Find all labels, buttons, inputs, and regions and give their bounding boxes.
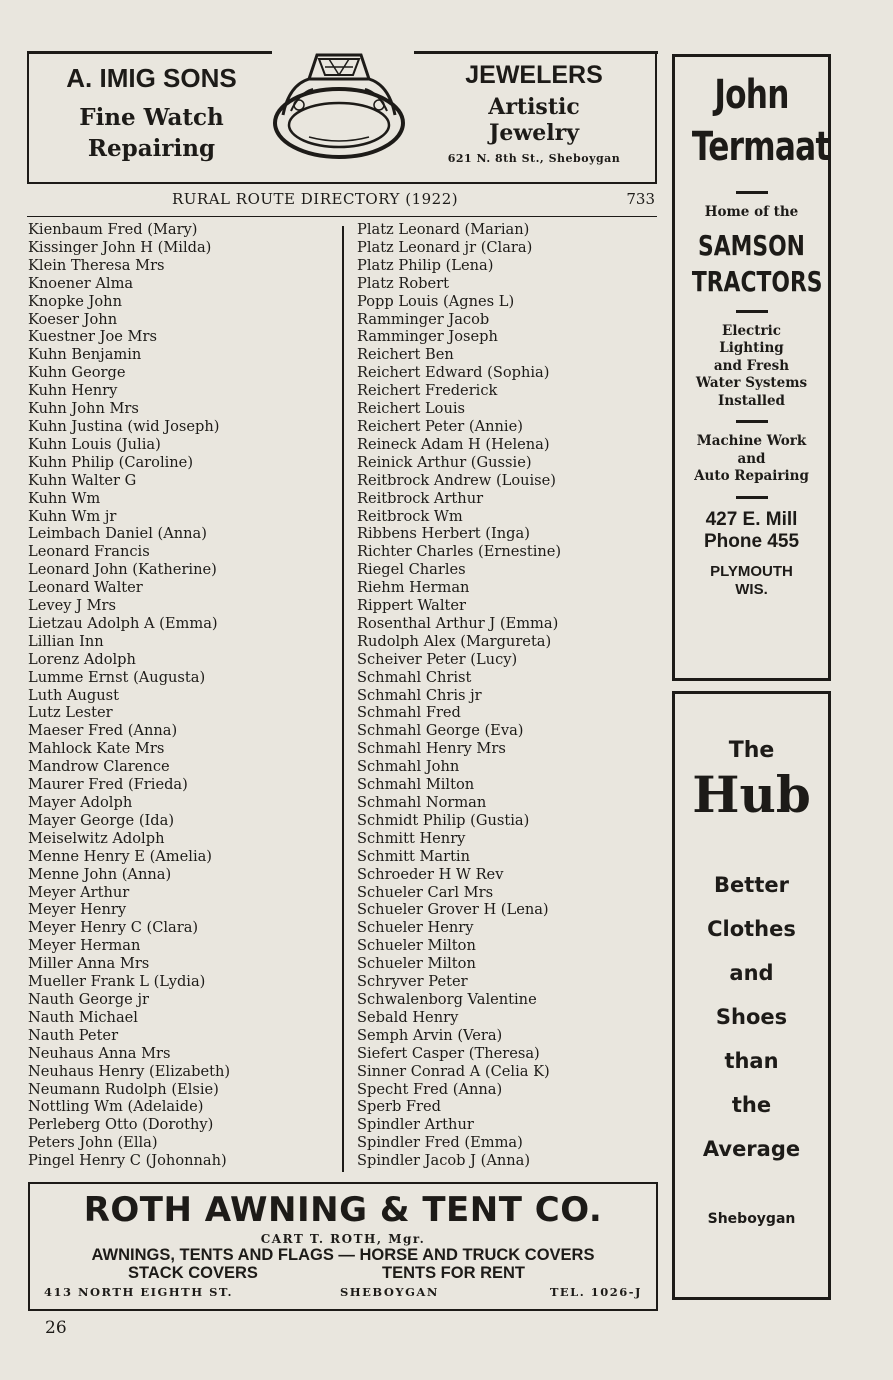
directory-entry: Kuhn Philip (Caroline) — [28, 453, 194, 471]
products-line: AWNINGS, TENTS AND FLAGS — HORSE AND TRUCK COVERS — [91, 1246, 595, 1264]
directory-entry: Mayer George (Ida) — [28, 811, 175, 829]
directory-entry: Schmahl John — [357, 758, 460, 776]
store-name: Hub — [692, 765, 811, 824]
directory-entry: Reitbrock Arthur — [357, 489, 484, 507]
shop-city: PLYMOUTH — [710, 562, 793, 580]
directory-entry: Schmahl Chris jr — [357, 686, 482, 704]
directory-entry: Nauth George jr — [28, 990, 149, 1008]
jeweler-advertisement — [27, 53, 657, 184]
ad-left-text — [29, 63, 274, 164]
directory-entry: Maeser Fred (Anna) — [28, 722, 178, 740]
directory-entry: Kuestner Joe Mrs — [28, 328, 157, 346]
ad-right-text — [414, 61, 654, 165]
stack-covers-text: STACK COVERS — [128, 1264, 258, 1282]
directory-entry: Lietzau Adolph A (Emma) — [28, 614, 218, 632]
proprietor-first-name: John — [714, 72, 789, 118]
directory-column-left — [28, 221, 340, 1170]
directory-entry: Kuhn John Mrs — [28, 400, 139, 418]
directory-entry: Leimbach Daniel (Anna) — [28, 525, 207, 543]
systems-line: Electric — [722, 322, 781, 339]
directory-entry: Platz Leonard jr (Clara) — [357, 238, 533, 256]
directory-entry: Perleberg Otto (Dorothy) — [28, 1116, 214, 1134]
systems-line: and Fresh — [713, 357, 790, 374]
directory-entry: Kuhn Louis (Julia) — [28, 435, 161, 453]
directory-entry: Schueler Grover H (Lena) — [357, 901, 549, 919]
directory-entry: Kuhn Wm — [28, 489, 101, 507]
directory-entry: Nauth Peter — [28, 1026, 119, 1044]
directory-entry: Riegel Charles — [357, 561, 466, 579]
slogan-word: Average — [702, 1137, 801, 1161]
systems-line: Lighting — [719, 340, 784, 356]
directory-entry: Schmahl Fred — [357, 704, 461, 722]
directory-entry: Klein Theresa Mrs — [28, 256, 165, 274]
directory-column-right — [357, 221, 657, 1170]
tractors-line-2: TRACTORS — [691, 264, 823, 298]
directory-entry: Reichert Frederick — [357, 382, 498, 400]
directory-entry: Schmahl Norman — [357, 794, 487, 811]
directory-entry: Reichert Ben — [357, 346, 454, 364]
directory-entry: Reinick Arthur (Gussie) — [357, 453, 532, 471]
slogan-word: than — [724, 1049, 779, 1073]
directory-entry: Rudolph Alex (Margureta) — [357, 632, 552, 650]
directory-entry: Scheiver Peter (Lucy) — [357, 650, 518, 668]
divider-dash — [736, 310, 768, 313]
directory-entry: Peters John (Ella) — [28, 1134, 158, 1152]
directory-entry: Koeser John — [28, 310, 118, 328]
directory-entry: Kuhn Wm jr — [28, 507, 117, 525]
directory-entry: Platz Philip (Lena) — [357, 256, 494, 274]
directory-entry: Schryver Peter — [357, 973, 468, 991]
hub-advertisement — [672, 691, 831, 1300]
directory-entry: Lutz Lester — [28, 704, 113, 722]
directory-entry: Reitbrock Wm — [357, 507, 463, 525]
shop-state: WIS. — [735, 580, 768, 598]
directory-entry: Maurer Fred (Frieda) — [28, 776, 188, 794]
directory-title: RURAL ROUTE DIRECTORY (1922) — [172, 190, 459, 208]
directory-entry: Menne John (Anna) — [28, 865, 172, 883]
directory-entry: Sinner Conrad A (Celia K) — [357, 1062, 550, 1080]
directory-entry: Menne Henry E (Amelia) — [28, 847, 213, 865]
manager-line: CART T. ROTH, Mgr. — [260, 1232, 426, 1246]
home-of-text: Home of the — [704, 204, 799, 220]
directory-entry: Knoener Alma — [28, 274, 134, 292]
termaat-advertisement — [672, 54, 831, 681]
directory-entry: Neuhaus Anna Mrs — [28, 1044, 171, 1062]
directory-entry: Specht Fred (Anna) — [357, 1080, 503, 1098]
divider-dash — [736, 191, 768, 194]
directory-entry: Schueler Milton — [357, 937, 476, 955]
directory-entry: Ribbens Herbert (Inga) — [357, 525, 530, 543]
directory-entry: Kienbaum Fred (Mary) — [28, 221, 198, 238]
directory-entry: Ramminger Joseph — [357, 328, 498, 346]
directory-entry: Popp Louis (Agnes L) — [357, 292, 515, 310]
work-line: Auto Repairing — [694, 468, 809, 484]
directory-entry: Meyer Henry C (Clara) — [28, 919, 199, 937]
directory-entry: Kuhn Justina (wid Joseph) — [28, 417, 220, 435]
trade-name: JEWELERS — [465, 61, 603, 89]
ad-top-rule-left — [27, 51, 272, 54]
directory-entry: Meyer Henry — [28, 901, 127, 919]
products-line-2 — [30, 1264, 656, 1282]
directory-entry: Nottling Wm (Adelaide) — [28, 1098, 204, 1116]
directory-entry: Reichert Edward (Sophia) — [357, 364, 550, 382]
city-name: SHEBOYGAN — [340, 1285, 439, 1299]
column-divider — [342, 226, 344, 1172]
directory-entry: Spindler Arthur — [357, 1116, 474, 1134]
directory-entry: Mahlock Kate Mrs — [28, 740, 165, 758]
directory-entry: Kuhn Walter G — [28, 471, 137, 489]
directory-entry: Ramminger Jacob — [357, 310, 490, 328]
directory-entry: Leonard John (Katherine) — [28, 561, 217, 579]
directory-entry: Sperb Fred — [357, 1098, 442, 1116]
directory-entry: Schmahl George (Eva) — [357, 722, 524, 740]
directory-entry: Meiselwitz Adolph — [28, 829, 165, 847]
firm-name: A. IMIG SONS — [66, 63, 237, 93]
divider-dash — [736, 420, 768, 423]
telephone: TEL. 1026-J — [549, 1285, 642, 1299]
directory-entry: Riehm Herman — [357, 579, 470, 597]
directory-entry: Schueler Carl Mrs — [357, 883, 494, 901]
ad-top-rule-right — [414, 51, 658, 54]
directory-entry: Siefert Casper (Theresa) — [357, 1044, 540, 1062]
slogan-word: the — [731, 1093, 772, 1117]
directory-entry: Spindler Fred (Emma) — [357, 1134, 523, 1152]
directory-entry: Reitbrock Andrew (Louise) — [357, 471, 556, 489]
proprietor-last-name: Termaat — [691, 124, 830, 170]
directory-entry: Spindler Jacob J (Anna) — [357, 1152, 531, 1170]
directory-entry: Neumann Rudolph (Elsie) — [28, 1080, 219, 1098]
directory-entry: Nauth Michael — [28, 1008, 138, 1026]
slogan-word: Better — [714, 873, 789, 897]
directory-entry: Schmitt Henry — [357, 829, 466, 847]
directory-entry: Sebald Henry — [357, 1008, 459, 1026]
directory-entry: Schmahl Milton — [357, 776, 475, 794]
directory-entry: Kuhn George — [28, 364, 126, 382]
directory-entry: Levey J Mrs — [28, 597, 116, 615]
directory-entry: Knopke John — [28, 292, 122, 310]
directory-entry: Kuhn Benjamin — [28, 346, 142, 364]
directory-entry: Mueller Frank L (Lydia) — [28, 973, 206, 991]
directory-entry: Rippert Walter — [357, 597, 467, 615]
service-line-2: Repairing — [87, 135, 216, 162]
directory-entry: Kissinger John H (Milda) — [28, 238, 212, 256]
shop-address: 427 E. Mill — [705, 508, 798, 530]
work-line: and — [737, 450, 766, 467]
tents-for-rent-text: TENTS FOR RENT — [382, 1264, 525, 1282]
directory-entry: Meyer Herman — [28, 937, 141, 955]
directory-entry: Reineck Adam H (Helena) — [357, 435, 550, 453]
divider-dash — [736, 496, 768, 499]
directory-entry: Mayer Adolph — [28, 794, 133, 811]
slogan-word: Shoes — [715, 1005, 788, 1029]
directory-entry: Lorenz Adolph — [28, 650, 136, 668]
directory-entry: Kuhn Henry — [28, 382, 118, 400]
tractors-line-1: SAMSON — [698, 228, 805, 262]
directory-entry: Lillian Inn — [28, 632, 104, 650]
directory-entry: Schroeder H W Rev — [357, 865, 504, 883]
work-line: Machine Work — [696, 433, 807, 449]
directory-entry: Miller Anna Mrs — [28, 955, 150, 973]
directory-entry: Schwalenborg Valentine — [357, 990, 537, 1008]
directory-entry: Rosenthal Arthur J (Emma) — [357, 614, 559, 632]
jeweler-address: 621 N. 8th St., Sheboygan — [447, 152, 621, 165]
directory-entry: Neuhaus Henry (Elizabeth) — [28, 1062, 231, 1080]
directory-entry: Schmidt Philip (Gustia) — [357, 811, 530, 829]
directory-entry: Meyer Arthur — [28, 883, 130, 901]
directory-entry: Luth August — [28, 686, 120, 704]
ring-icon — [269, 45, 409, 163]
directory-entry: Reichert Louis — [357, 400, 466, 418]
service-line-1: Fine Watch — [79, 104, 224, 131]
awning-advertisement — [28, 1182, 658, 1311]
page-header — [27, 190, 657, 217]
systems-line: Installed — [718, 392, 785, 409]
directory-entry: Schueler Henry — [357, 919, 474, 937]
tagline-line-2: Jewelry — [488, 120, 580, 146]
directory-entry: Leonard Walter — [28, 579, 143, 597]
shop-phone: Phone 455 — [703, 530, 800, 552]
store-slogan — [675, 863, 828, 1171]
directory-entry: Richter Charles (Ernestine) — [357, 543, 562, 561]
directory-entry: Platz Leonard (Marian) — [357, 221, 530, 238]
slogan-word: and — [729, 961, 774, 985]
street-address: 413 NORTH EIGHTH ST. — [44, 1285, 233, 1299]
directory-entry: Schmahl Christ — [357, 668, 472, 686]
ad-footer — [30, 1285, 656, 1301]
directory-entry: Reichert Peter (Annie) — [357, 417, 523, 435]
company-name: ROTH AWNING & TENT CO. — [83, 1190, 603, 1230]
page-number: 26 — [45, 1318, 67, 1338]
directory-entry: Semph Arvin (Vera) — [357, 1026, 503, 1044]
directory-entry: Schmitt Martin — [357, 847, 470, 865]
header-page-number: 733 — [626, 190, 655, 208]
directory-entry: Leonard Francis — [28, 543, 150, 561]
systems-line: Water Systems — [695, 375, 808, 391]
directory-entry: Lumme Ernst (Augusta) — [28, 668, 206, 686]
directory-entry: Mandrow Clarence — [28, 758, 170, 776]
directory-entry: Pingel Henry C (Johonnah) — [28, 1152, 227, 1170]
store-article: The — [728, 738, 775, 763]
slogan-word: Clothes — [707, 917, 796, 941]
store-city: Sheboygan — [707, 1211, 796, 1227]
directory-entry: Schueler Milton — [357, 955, 476, 973]
directory-entry: Schmahl Henry Mrs — [357, 740, 506, 758]
directory-entry: Platz Robert — [357, 274, 449, 292]
tagline-line-1: Artistic — [488, 94, 580, 120]
